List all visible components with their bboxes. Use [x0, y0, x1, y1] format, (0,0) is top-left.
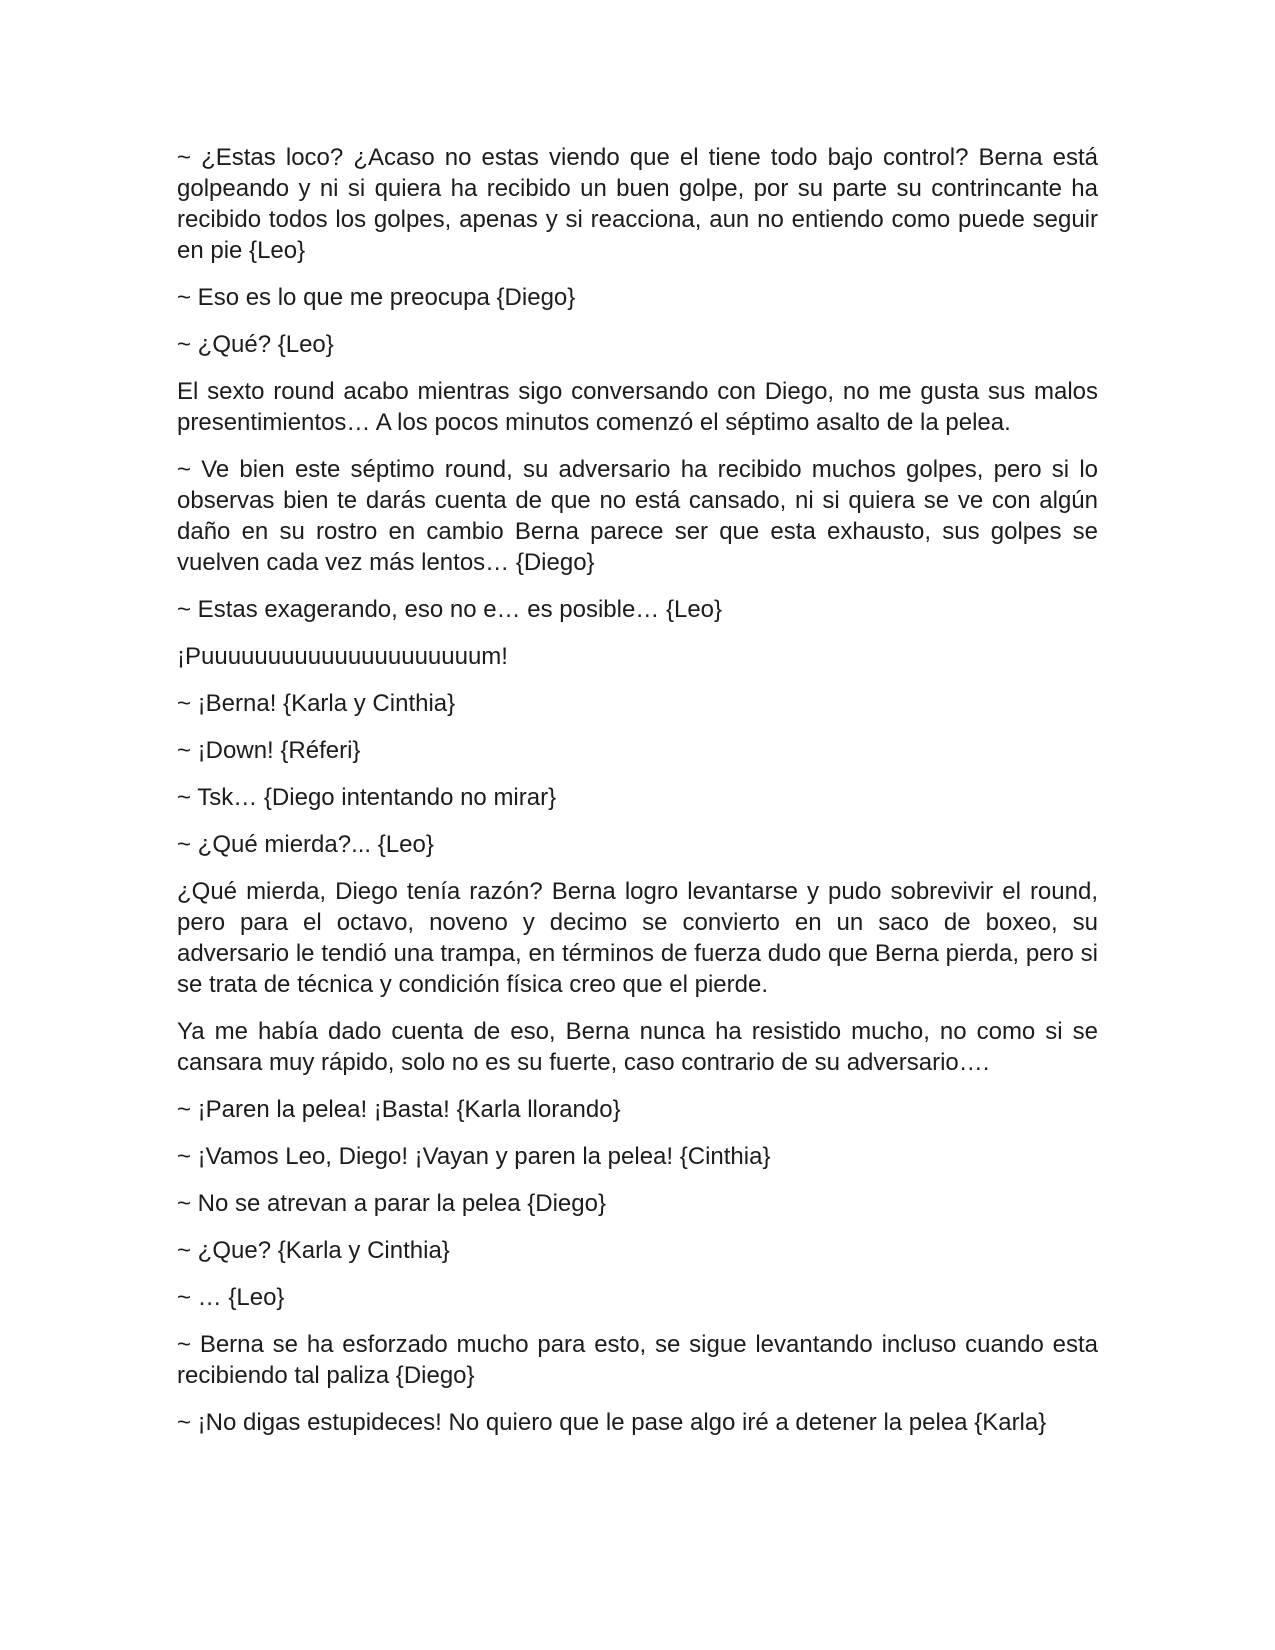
paragraph-narration-3: Ya me había dado cuenta de eso, Berna nunca ha resistido mucho, no como si se cansara muy rápido, solo no es su fuerte, caso contrario de su adversario….: [177, 1018, 1098, 1076]
paragraph-diego-4: ~ No se atrevan a parar la pelea {Diego}: [177, 1190, 606, 1217]
paragraph-karla-2: ~ ¡No digas estupideces! No quiero que le pase algo iré a detener la pelea {Karla}: [177, 1409, 1047, 1436]
paragraph-karla-cinthia-2: ~ ¿Que? {Karla y Cinthia}: [177, 1237, 450, 1264]
paragraph-referee: ~ ¡Down! {Réferi}: [177, 737, 361, 764]
paragraph-diego-2: ~ Ve bien este séptimo round, su adversario ha recibido muchos golpes, pero si lo observas bien te darás cuenta de que no está cansado, ni si quiera se ve con algún daño en su rostro en cambio Berna parece ser que esta exhausto, sus golpes se vuelven cada vez más lentos… {Diego}: [177, 456, 1098, 576]
paragraph-sound-effect: ¡Puuuuuuuuuuuuuuuuuuuuum!: [177, 643, 508, 670]
paragraph-leo-5: ~ … {Leo}: [177, 1284, 285, 1311]
paragraph-diego-5: ~ Berna se ha esforzado mucho para esto, se sigue levantando incluso cuando esta recibiendo tal paliza {Diego}: [177, 1331, 1098, 1389]
paragraph-leo-1: ~ ¿Estas loco? ¿Acaso no estas viendo que el tiene todo bajo control? Berna está golpeando y ni si quiera ha recibido un buen golpe, por su parte su contrincante ha recibido todos los golpes, apenas y si reacciona, aun no entiendo como puede seguir en pie {Leo}: [177, 144, 1098, 264]
document-page: [177, 142, 1098, 1454]
paragraph-leo-4: ~ ¿Qué mierda?... {Leo}: [177, 831, 434, 858]
paragraph-diego-3: ~ Tsk… {Diego intentando no mirar}: [177, 784, 557, 811]
paragraph-narration-1: El sexto round acabo mientras sigo conversando con Diego, no me gusta sus malos presentimientos… A los pocos minutos comenzó el séptimo asalto de la pelea.: [177, 378, 1098, 436]
paragraph-cinthia-1: ~ ¡Vamos Leo, Diego! ¡Vayan y paren la pelea! {Cinthia}: [177, 1143, 771, 1170]
paragraph-leo-3: ~ Estas exagerando, eso no e… es posible… {Leo}: [177, 596, 723, 623]
paragraph-diego-1: ~ Eso es lo que me preocupa {Diego}: [177, 284, 576, 311]
paragraph-narration-2: ¿Qué mierda, Diego tenía razón? Berna logro levantarse y pudo sobrevivir el round, pero para el octavo, noveno y decimo se convierto en un saco de boxeo, su adversario le tendió una trampa, en términos de fuerza dudo que Berna pierda, pero si se trata de técnica y condición física creo que el pierde.: [177, 878, 1098, 998]
paragraph-leo-2: ~ ¿Qué? {Leo}: [177, 331, 334, 358]
paragraph-karla-1: ~ ¡Paren la pelea! ¡Basta! {Karla llorando}: [177, 1096, 621, 1123]
paragraph-karla-cinthia-1: ~ ¡Berna! {Karla y Cinthia}: [177, 690, 456, 717]
